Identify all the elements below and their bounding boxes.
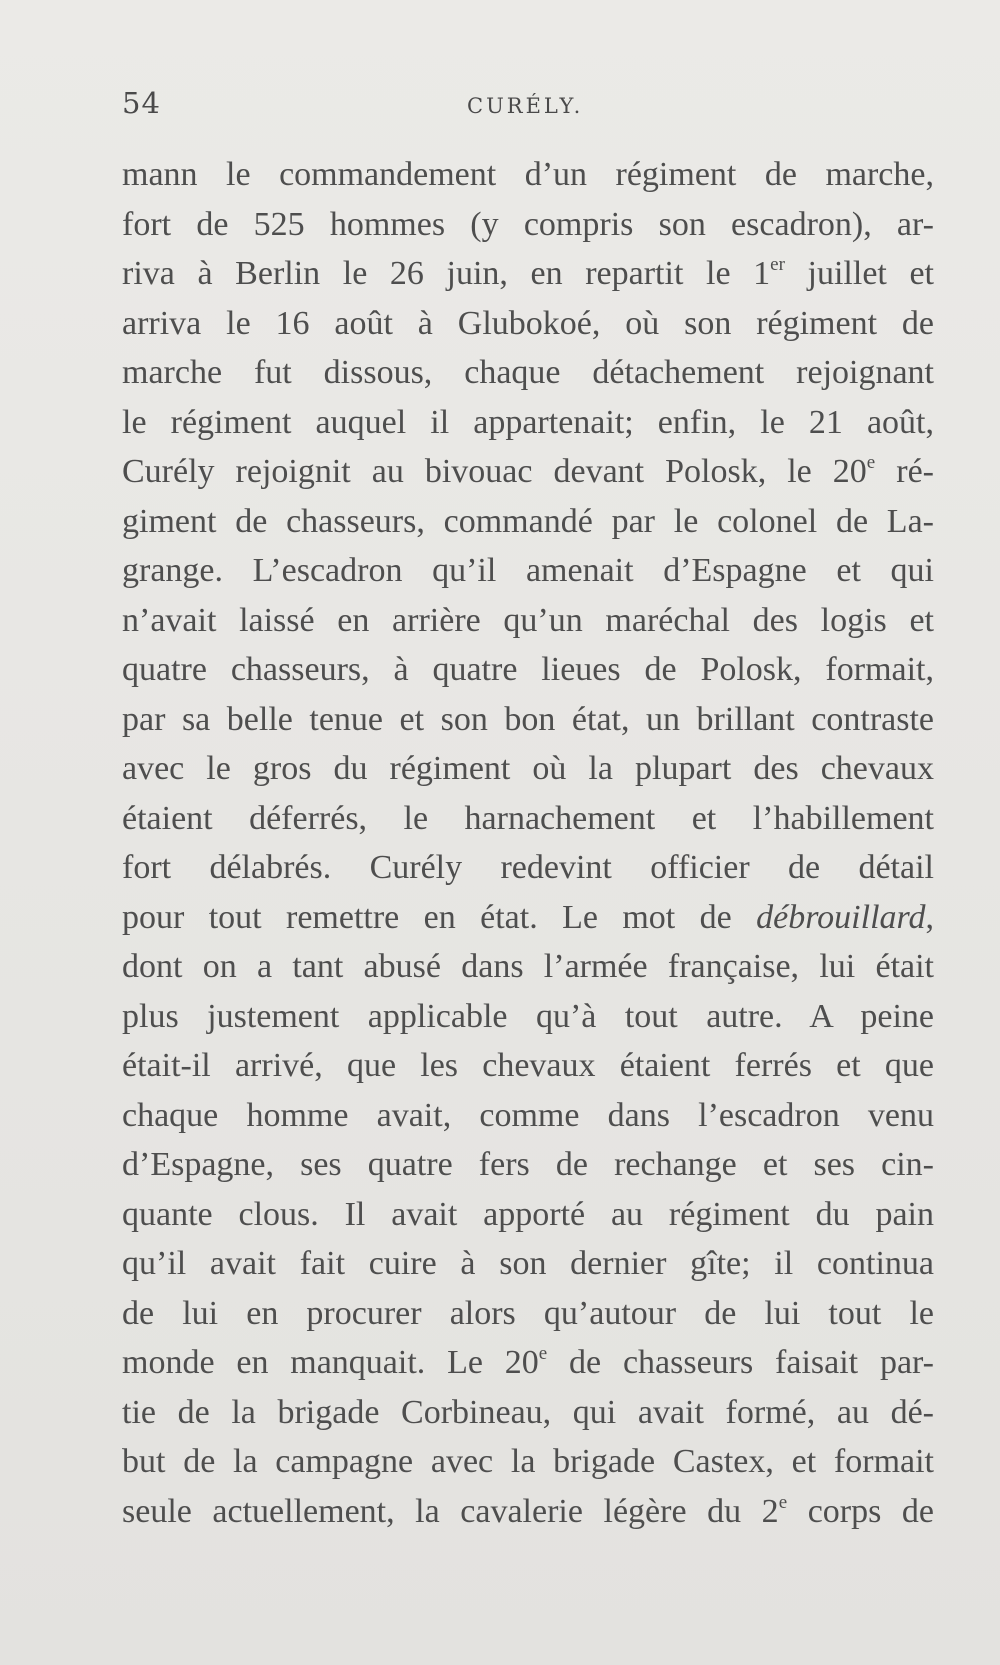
text-segment: grange. L’escadron qu’il amenait d’Espagne et qui bbox=[122, 552, 934, 589]
superscript: e bbox=[866, 452, 876, 473]
text-line bbox=[122, 497, 934, 547]
text-line bbox=[122, 645, 934, 695]
text-segment: , bbox=[925, 898, 934, 936]
text-line bbox=[122, 546, 934, 596]
text-segment: quatre chasseurs, à quatre lieues de Polosk, formait, bbox=[122, 651, 934, 688]
text-line bbox=[122, 1388, 934, 1438]
text-segment: chaque homme avait, comme dans l’escadron venu bbox=[122, 1096, 934, 1134]
text-segment: avec le gros du régiment où la plupart des chevaux bbox=[122, 750, 934, 787]
text-segment: n’avait laissé en arrière qu’un maréchal des logis et bbox=[122, 601, 934, 639]
text-line bbox=[122, 843, 934, 893]
text-line bbox=[122, 1041, 934, 1091]
text-line bbox=[122, 1140, 934, 1190]
text-segment: fort de 525 hommes (y compris son escadron), ar- bbox=[122, 205, 934, 243]
text-segment: était-il arrivé, que les chevaux étaient ferrés et que bbox=[122, 1047, 934, 1084]
text-line bbox=[122, 200, 934, 250]
text-segment: plus justement applicable qu’à tout autre. A peine bbox=[122, 997, 934, 1035]
text-segment: mann le commandement d’un régiment de marche, bbox=[122, 156, 934, 193]
text-line bbox=[122, 1091, 934, 1141]
text-line bbox=[122, 348, 934, 398]
text-segment: juillet et bbox=[784, 255, 935, 292]
text-line bbox=[122, 299, 934, 349]
text-segment: le régiment auquel il appartenait; enfin, le 21 août, bbox=[122, 403, 934, 441]
text-segment: monde en manquait. Le 20 bbox=[122, 1344, 539, 1381]
text-line bbox=[122, 942, 934, 992]
text-line bbox=[122, 398, 934, 448]
text-segment: corps de bbox=[787, 1492, 934, 1530]
text-line bbox=[122, 744, 934, 794]
text-segment: dont on a tant abusé dans l’armée française, lui était bbox=[122, 948, 934, 985]
text-line bbox=[122, 447, 934, 497]
superscript: e bbox=[538, 1343, 548, 1364]
text-line bbox=[122, 1190, 934, 1240]
superscript: e bbox=[778, 1491, 788, 1513]
text-segment: fort délabrés. Curély redevint officier de détail bbox=[122, 849, 934, 886]
text-segment: qu’il avait fait cuire à son dernier gîte; il continua bbox=[122, 1245, 934, 1282]
text-segment: de lui en procurer alors qu’autour de lui tout le bbox=[122, 1294, 934, 1332]
text-segment: arriva le 16 août à Glubokoé, où son régiment de bbox=[122, 304, 934, 342]
text-segment: ré- bbox=[875, 453, 934, 490]
text-line bbox=[122, 992, 934, 1042]
text-line bbox=[122, 1239, 934, 1289]
text-line bbox=[122, 249, 934, 299]
text-segment: giment de chasseurs, commandé par le colonel de La- bbox=[122, 502, 934, 540]
text-line bbox=[122, 1289, 934, 1339]
text-segment: quante clous. Il avait apporté au régiment du pain bbox=[122, 1195, 934, 1233]
text-line bbox=[122, 794, 934, 844]
text-segment: seule actuellement, la cavalerie légère du 2 bbox=[122, 1492, 779, 1530]
text-segment: d’Espagne, ses quatre fers de rechange et ses cin- bbox=[122, 1146, 934, 1183]
text-segment: de chasseurs faisait par- bbox=[547, 1344, 934, 1381]
text-segment: marche fut dissous, chaque détachement rejoignant bbox=[122, 354, 934, 391]
running-head: CURÉLY. bbox=[467, 94, 584, 118]
text-segment: par sa belle tenue et son bon état, un brillant contraste bbox=[122, 700, 934, 738]
text-line bbox=[122, 1437, 934, 1487]
text-segment: but de la campagne avec la brigade Castex, et formait bbox=[122, 1443, 934, 1480]
superscript: er bbox=[770, 254, 785, 275]
text-line bbox=[122, 1487, 934, 1537]
text-line bbox=[122, 695, 934, 745]
body-text bbox=[122, 150, 934, 1536]
page-number: 54 bbox=[122, 86, 161, 120]
text-segment: riva à Berlin le 26 juin, en repartit le 1 bbox=[122, 255, 771, 292]
text-segment: tie de la brigade Corbineau, qui avait formé, au dé- bbox=[122, 1393, 934, 1431]
text-line bbox=[122, 596, 934, 646]
text-line bbox=[122, 150, 934, 200]
text-segment: étaient déferrés, le harnachement et l’habillement bbox=[122, 799, 934, 837]
text-segment: Curély rejoignit au bivouac devant Polosk, le 20 bbox=[122, 453, 867, 490]
text-line bbox=[122, 893, 934, 943]
italic-word: débrouillard bbox=[756, 898, 926, 936]
text-segment: pour tout remettre en état. Le mot de bbox=[122, 898, 757, 936]
page-header bbox=[122, 86, 932, 126]
text-line bbox=[122, 1338, 934, 1388]
